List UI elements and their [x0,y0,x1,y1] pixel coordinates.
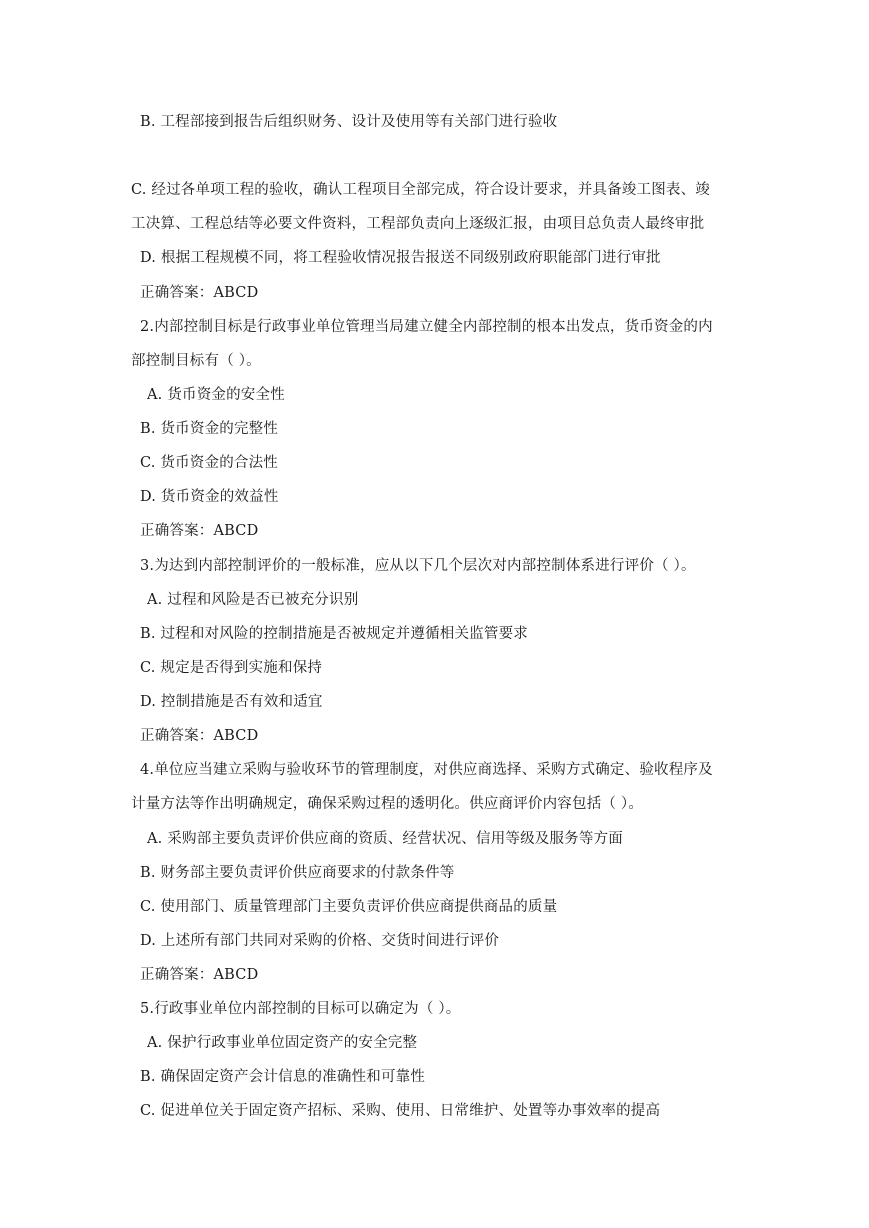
option-b: B. 财务部主要负责评价供应商要求的付款条件等 [140,865,455,881]
option-c-line-1: C. 经过各单项工程的验收，确认工程项目全部完成，符合设计要求，并具备竣工图表、竣 [131,182,710,198]
answer-line: 正确答案：ABCD [140,728,259,744]
option-b: B. 工程部接到报告后组织财务、设计及使用等有关部门进行验收 [140,114,558,130]
option-a: A. 采购部主要负责评价供应商的资质、经营状况、信用等级及服务等方面 [147,831,623,847]
question-stem-continued: 部控制目标有（ ）。 [131,353,261,369]
option-d: D. 控制措施是否有效和适宜 [140,694,323,710]
answer-line: 正确答案：ABCD [140,967,259,983]
option-b: B. 货币资金的完整性 [140,421,279,437]
question-stem: 2.内部控制目标是行政事业单位管理当局建立健全内部控制的根本出发点，货币资金的内 [140,319,713,335]
option-a: A. 保护行政事业单位固定资产的安全完整 [147,1035,418,1051]
option-c-line-2: 工决算、工程总结等必要文件资料，工程部负责向上逐级汇报，由项目总负责人最终审批 [131,216,705,232]
option-c: C. 规定是否得到实施和保持 [140,660,323,676]
question-stem: 4.单位应当建立采购与验收环节的管理制度，对供应商选择、采购方式确定、验收程序及 [140,762,713,778]
option-c: C. 促进单位关于固定资产招标、采购、使用、日常维护、处置等办事效率的提高 [140,1103,661,1119]
option-b: B. 过程和对风险的控制措施是否被规定并遵循相关监管要求 [140,626,528,642]
option-a: A. 过程和风险是否已被充分识别 [147,592,359,608]
option-a: A. 货币资金的安全性 [147,387,285,403]
question-stem-continued: 计量方法等作出明确规定，确保采购过程的透明化。供应商评价内容包括（ ）。 [131,796,644,812]
option-c: C. 使用部门、质量管理部门主要负责评价供应商提供商品的质量 [140,899,558,915]
option-d: D. 上述所有部门共同对采购的价格、交货时间进行评价 [140,933,500,949]
question-stem: 5.行政事业单位内部控制的目标可以确定为（ ）。 [140,1001,461,1017]
answer-line: 正确答案：ABCD [140,285,259,301]
question-stem: 3.为达到内部控制评价的一般标准，应从以下几个层次对内部控制体系进行评价（ ）。 [140,558,696,574]
option-c: C. 货币资金的合法性 [140,455,278,471]
option-d: D. 根据工程规模不同，将工程验收情况报告报送不同级别政府职能部门进行审批 [140,250,661,266]
option-b: B. 确保固定资产会计信息的准确性和可靠性 [140,1069,426,1085]
option-d: D. 货币资金的效益性 [140,489,279,505]
answer-line: 正确答案：ABCD [140,523,259,539]
